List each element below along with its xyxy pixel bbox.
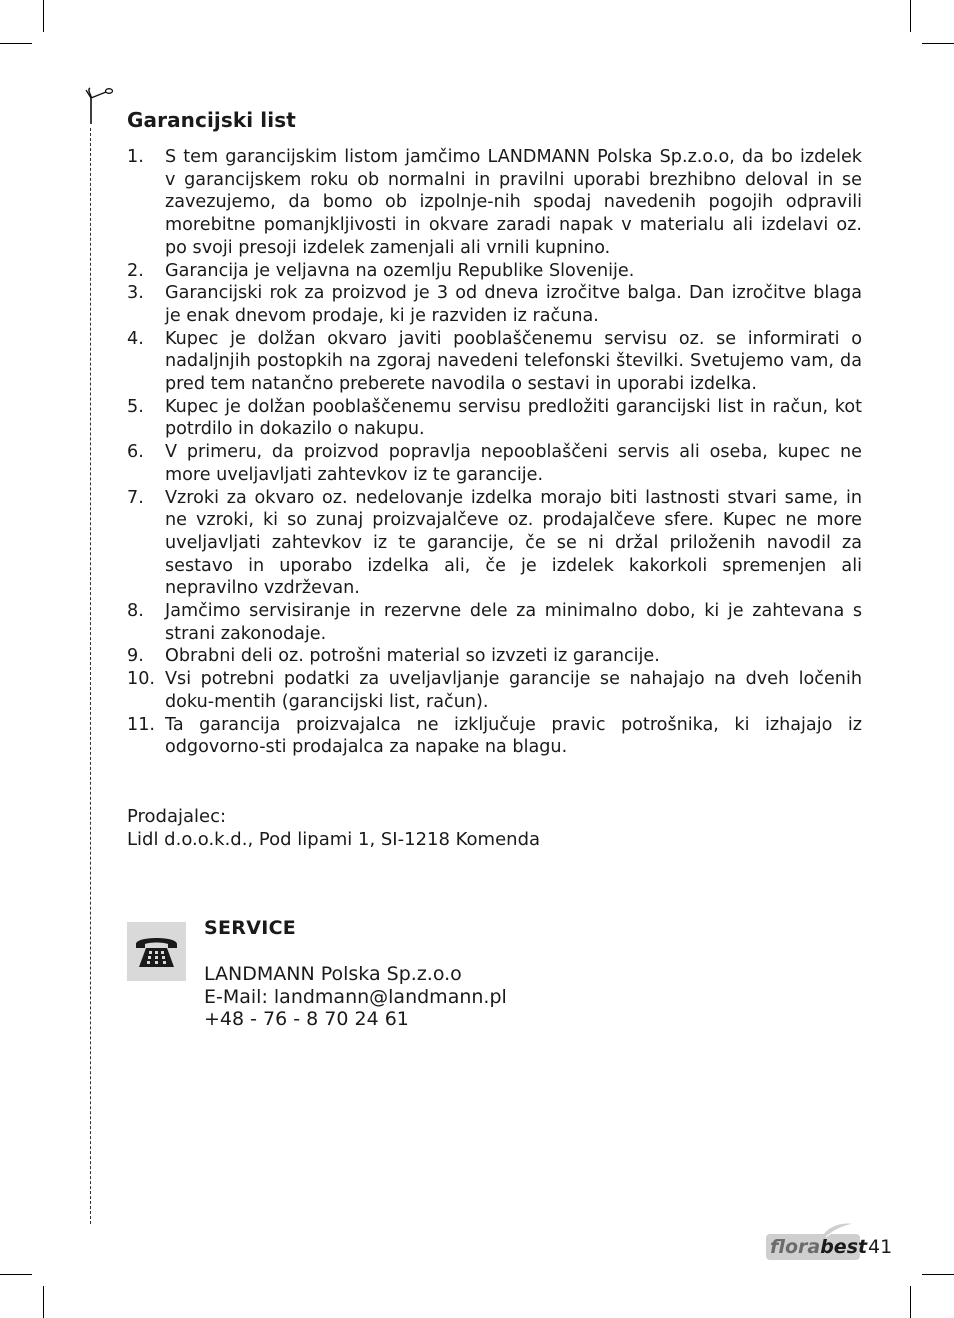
warranty-terms-list <box>127 146 862 759</box>
seller-address: Lidl d.o.o.k.d., Pod lipami 1, SI-1218 Komenda <box>127 829 541 850</box>
list-item <box>127 645 862 668</box>
telephone-icon <box>127 922 186 981</box>
item-text: Ta garancija proizvajalca ne izključuje pravic potrošnika, ki izhajajo iz odgovorno-sti prodajalca za napake na blagu. <box>165 714 862 758</box>
list-item <box>127 714 862 759</box>
item-number: 9. <box>127 646 144 667</box>
crop-mark <box>922 43 954 44</box>
seller-label: Prodajalec: <box>127 806 227 827</box>
crop-mark <box>910 1286 911 1318</box>
list-item <box>127 396 862 441</box>
crop-mark <box>0 1274 32 1275</box>
list-item <box>127 260 862 283</box>
crop-mark <box>0 43 32 44</box>
item-number: 5. <box>127 396 144 417</box>
list-item <box>127 600 862 645</box>
crop-mark <box>922 1274 954 1275</box>
item-number: 11. <box>127 714 155 735</box>
service-contact <box>204 963 507 1031</box>
item-text: Jamčimo servisiranje in rezervne dele za minimalno dobo, ki je zahtevana s strani zakonodaje. <box>165 601 862 644</box>
item-text: Vsi potrebni podatki za uveljavljanje garancije se nahajajo na dveh ločenih doku-mentih (garancijski list, račun). <box>165 669 862 712</box>
item-text: Garancijski rok za proizvod je 3 od dneva izročitve balga. Dan izročitve blaga je enak dnevom prodaje, ki je razviden iz računa. <box>165 283 862 326</box>
list-item <box>127 668 862 713</box>
item-number: 4. <box>127 328 144 349</box>
item-number: 7. <box>127 487 144 508</box>
crop-mark <box>43 0 44 32</box>
logo-text-light: flora <box>770 1236 821 1258</box>
list-item <box>127 146 862 260</box>
item-text: Obrabni deli oz. potrošni material so izvzeti iz garancije. <box>165 646 660 667</box>
item-text: Vzroki za okvaro oz. nedelovanje izdelka morajo biti lastnosti stvari same, in ne vzroki, ki so zunaj proizvajalčeve oz. prodajalčeve sfere. Kupec ne more uveljavljati zahtevkov iz te garancije, če se ni držal priloženih navodil za sestavo in uporabo izdelka ali, če je izdelek kakorkoli spremenjen ali nepravilno vzdrževan. <box>165 487 862 599</box>
service-title: SERVICE <box>204 917 297 939</box>
item-number: 8. <box>127 601 144 622</box>
item-number: 1. <box>127 147 144 167</box>
page-title: Garancijski list <box>127 108 296 132</box>
logo-text <box>770 1236 867 1258</box>
service-email[interactable]: E-Mail: landmann@landmann.pl <box>204 985 507 1008</box>
seller-info <box>127 805 540 851</box>
item-number: 3. <box>127 283 144 304</box>
item-text: Garancija je veljavna na ozemlju Republike Slovenije. <box>165 260 635 281</box>
cut-line <box>90 128 91 1224</box>
page-number: 41 <box>868 1236 893 1258</box>
service-company: LANDMANN Polska Sp.z.o.o <box>204 963 462 985</box>
service-phone[interactable]: +48 - 76 - 8 70 24 61 <box>204 1008 409 1030</box>
item-text: Kupec je dolžan okvaro javiti pooblaščenemu servisu oz. se informirati o nadaljnjih postopkih na zgoraj navedeni telefonski številki. Svetujemo vam, da pred tem natančno preberete navodila o sestavi in uporabi izdelka. <box>165 328 862 395</box>
list-item <box>127 487 862 601</box>
crop-mark <box>43 1286 44 1318</box>
item-number: 2. <box>127 260 144 281</box>
logo-text-dark: best <box>820 1236 868 1258</box>
list-item <box>127 328 862 396</box>
list-item <box>127 441 862 486</box>
item-number: 6. <box>127 442 144 463</box>
item-text: Kupec je dolžan pooblaščenemu servisu predložiti garancijski list in račun, kot potrdilo in dokazilo o nakupu. <box>165 396 862 440</box>
item-text: V primeru, da proizvod popravlja nepooblaščeni servis ali oseba, kupec ne more uveljavljati zahtevkov iz te garancije. <box>165 442 862 485</box>
crop-mark <box>910 0 911 32</box>
item-number: 10. <box>127 669 155 690</box>
scissors-icon <box>84 86 114 126</box>
florabest-logo <box>766 1222 868 1260</box>
list-item <box>127 282 862 327</box>
item-text: S tem garancijskim listom jamčimo LANDMANN Polska Sp.z.o.o, da bo izdelek v garancijskem roku ob normalni in pravilni uporabi brezhibno deloval in se zavezujemo, da bomo ob izpolnje-nih spodaj navedenih pogojih odpravili morebitne pomanjkljivosti in okvare zaradi napak v materialu ali izdelavi oz. po svoji presoji izdelek zamenjali ali vrnili kupnino. <box>165 147 862 258</box>
